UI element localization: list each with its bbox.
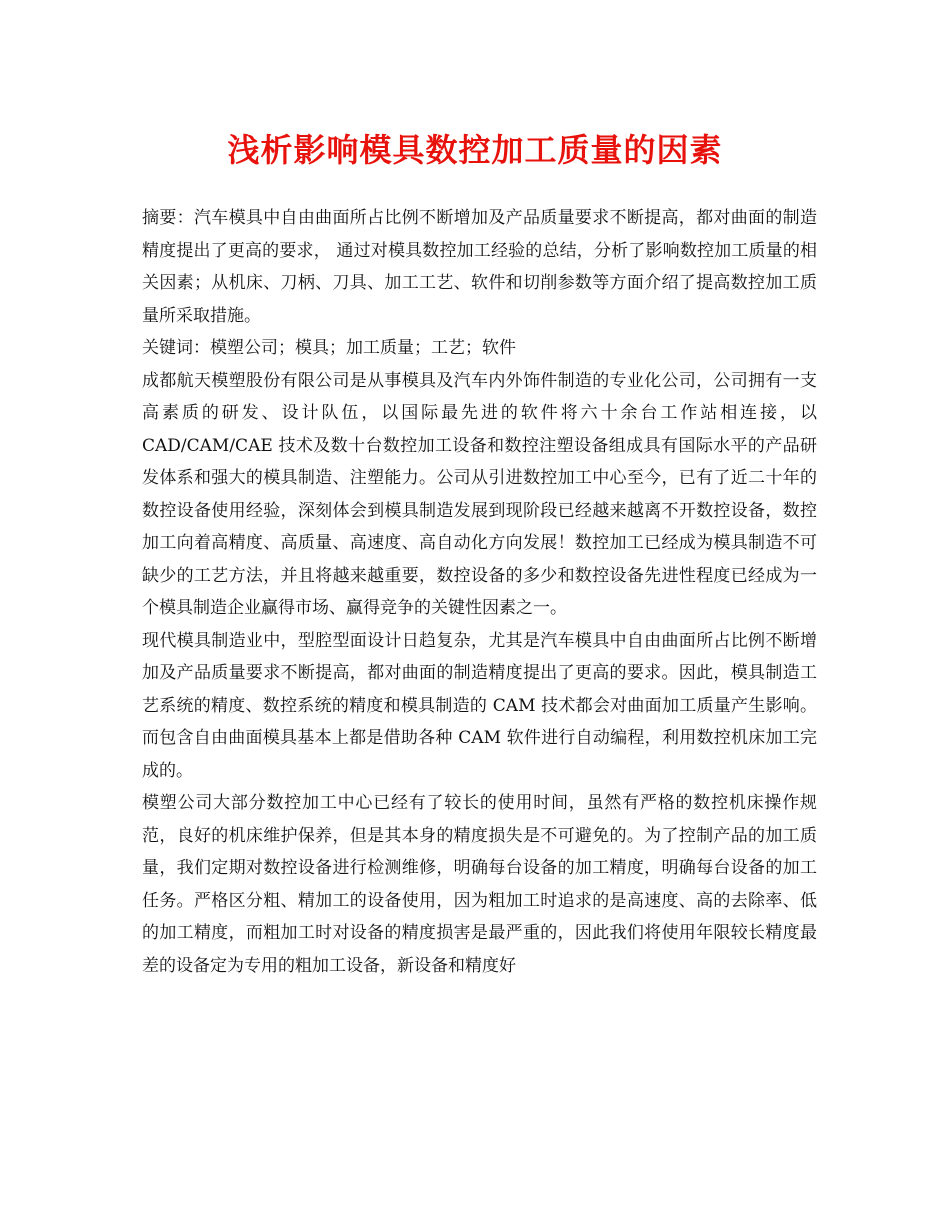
keywords-paragraph: 关键词：模塑公司；模具；加工质量；工艺；软件 bbox=[142, 338, 516, 358]
document-title: 浅析影响模具数控加工质量的因素 bbox=[227, 131, 723, 169]
abstract-paragraph: 摘要：汽车模具中自由曲面所占比例不断增加及产品质量要求不断提高，都对曲面的制造精度提出了更高的要求， 通过对模具数控加工经验的总结，分析了影响数控加工质量的相关因素；从机床、刀柄、刀具、加工工艺、软件和切削参数等方面介绍了提高数控加工质量所采取措施。 bbox=[142, 208, 817, 326]
equipment-paragraph: 模塑公司大部分数控加工中心已经有了较长的使用时间，虽然有严格的数控机床操作规范，良好的机床维护保养，但是其本身的精度损失是不可避免的。为了控制产品的加工质量，我们定期对数控设备进行检测维修，明确每台设备的加工精度，明确每台设备的加工任务。严格区分粗、精加工的设备使用，因为粗加工时追求的是高速度、高的去除率、低的加工精度，而粗加工时对设备的精度损害是最严重的，因此我们将使用年限较长精度最差的设备定为专用的粗加工设备，新设备和精度好 bbox=[142, 793, 817, 976]
document-body bbox=[142, 202, 817, 982]
company-intro-paragraph: 成都航天模塑股份有限公司是从事模具及汽车内外饰件制造的专业化公司，公司拥有一支高素质的研发、设计队伍，以国际最先进的软件将六十余台工作站相连接，以 CAD/CAM/CAE 技术及数十台数控加工设备和数控注塑设备组成具有国际水平的产品研发体系和强大的模具制造、注塑能力。公司从引进数控加工中心至今，已有了近二十年的数控设备使用经验，深刻体会到模具制造发展到现阶段已经越来越离不开数控设备，数控加工向着高精度、高质量、高速度、高自动化方向发展！数控加工已经成为模具制造不可缺少的工艺方法，并且将越来越重要，数控设备的多少和数控设备先进性程度已经成为一个模具制造企业赢得市场、赢得竞争的关键性因素之一。 bbox=[142, 370, 817, 618]
modern-mold-paragraph: 现代模具制造业中，型腔型面设计日趋复杂，尤其是汽车模具中自由曲面所占比例不断增加及产品质量要求不断提高，都对曲面的制造精度提出了更高的要求。因此，模具制造工艺系统的精度、数控系统的精度和模具制造的 CAM 技术都会对曲面加工质量产生影响。而包含自由曲面模具基本上都是借助各种 CAM 软件进行自动编程，利用数控机床加工完成的。 bbox=[142, 630, 817, 781]
